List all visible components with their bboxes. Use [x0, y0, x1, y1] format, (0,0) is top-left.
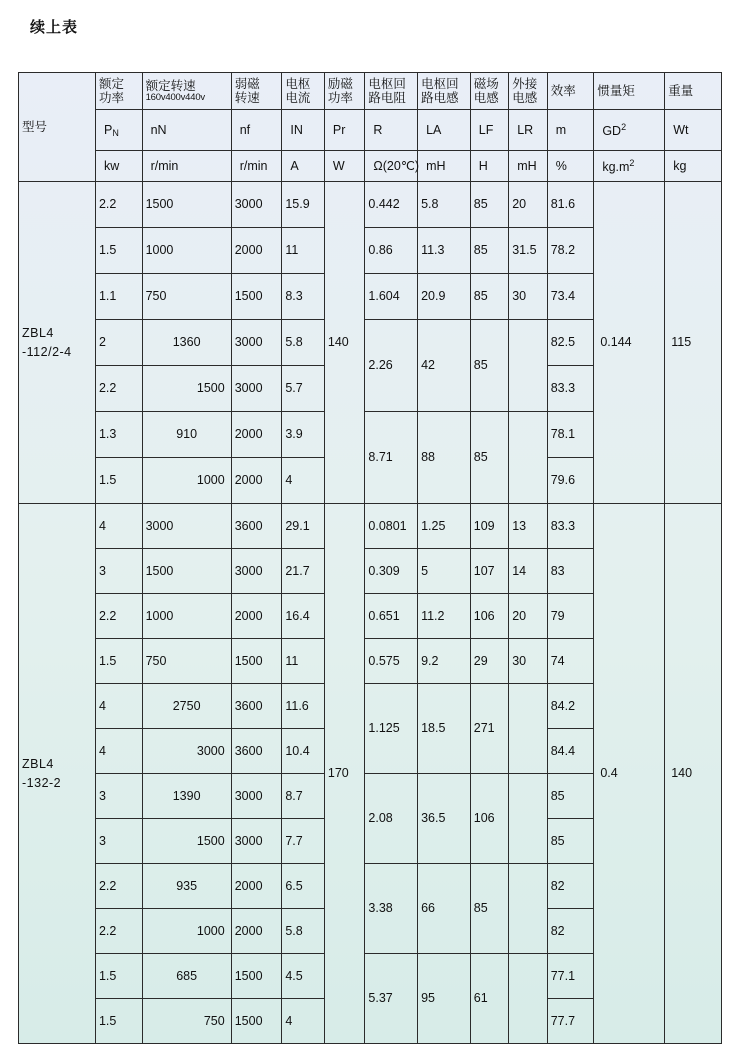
field-inductance-cell: 85 — [470, 228, 508, 274]
header-unit-6: Ω(20℃) — [365, 151, 418, 182]
external-inductance-cell: 14 — [509, 549, 547, 594]
field-inductance-cell: 85 — [470, 320, 508, 412]
rated-power-cell: 2 — [95, 320, 142, 366]
inertia-cell: 0.144 — [594, 182, 665, 504]
efficiency-cell: 83.3 — [547, 504, 594, 549]
rated-speed-cell: 935 — [142, 864, 231, 909]
efficiency-cell: 85 — [547, 774, 594, 819]
armature-current-cell: 5.7 — [282, 366, 325, 412]
armature-resistance-cell: 0.442 — [365, 182, 418, 228]
armature-current-cell: 5.8 — [282, 909, 325, 954]
header-unit-2: r/min — [142, 151, 231, 182]
header-cn-9: 外接 电感 — [509, 73, 547, 110]
rated-speed-cell: 1500 — [142, 819, 231, 864]
field-weakening-speed-cell: 2000 — [231, 864, 282, 909]
header-unit-7: mH — [418, 151, 471, 182]
field-weakening-speed-cell: 3000 — [231, 819, 282, 864]
efficiency-cell: 84.4 — [547, 729, 594, 774]
rated-speed-cell: 750 — [142, 274, 231, 320]
field-inductance-cell: 85 — [470, 182, 508, 228]
armature-resistance-cell: 5.37 — [365, 954, 418, 1044]
rated-power-cell: 1.3 — [95, 412, 142, 458]
armature-inductance-cell: 36.5 — [418, 774, 471, 864]
armature-inductance-cell: 95 — [418, 954, 471, 1044]
header-unit-3: r/min — [231, 151, 282, 182]
armature-current-cell: 4 — [282, 458, 325, 504]
header-row-symbols — [19, 110, 722, 151]
armature-current-cell: 4 — [282, 999, 325, 1044]
armature-current-cell: 4.5 — [282, 954, 325, 999]
field-weakening-speed-cell: 2000 — [231, 594, 282, 639]
header-model-label: 型号 — [19, 73, 96, 182]
model-cell: ZBL4 -132-2 — [19, 504, 96, 1044]
efficiency-cell: 77.1 — [547, 954, 594, 999]
rated-power-cell: 2.2 — [95, 594, 142, 639]
efficiency-cell: 78.2 — [547, 228, 594, 274]
rated-speed-cell: 1000 — [142, 909, 231, 954]
armature-current-cell: 11 — [282, 639, 325, 684]
field-inductance-cell: 85 — [470, 274, 508, 320]
header-symbol-12: Wt — [665, 110, 722, 151]
rated-speed-cell: 750 — [142, 639, 231, 684]
armature-current-cell: 8.7 — [282, 774, 325, 819]
header-cn-10: 效率 — [547, 73, 594, 110]
efficiency-cell: 84.2 — [547, 684, 594, 729]
header-symbol-11: $GD^2$ — [594, 110, 665, 151]
field-inductance-cell: 29 — [470, 639, 508, 684]
model-cell: ZBL4 -112/2-4 — [19, 182, 96, 504]
excitation-power-cell: 170 — [324, 504, 365, 1044]
table-row — [19, 504, 722, 549]
armature-inductance-cell: 11.2 — [418, 594, 471, 639]
table-row — [19, 182, 722, 228]
armature-current-cell: 16.4 — [282, 594, 325, 639]
rated-power-cell: 1.5 — [95, 639, 142, 684]
armature-resistance-cell: 1.604 — [365, 274, 418, 320]
field-weakening-speed-cell: 1500 — [231, 999, 282, 1044]
page-title: 续上表 — [30, 19, 79, 36]
header-cn-12: 重量 — [665, 73, 722, 110]
header-symbol-8: LF — [470, 110, 508, 151]
header-symbol-4: IN — [282, 110, 325, 151]
armature-inductance-cell: 66 — [418, 864, 471, 954]
field-weakening-speed-cell: 2000 — [231, 228, 282, 274]
motor-spec-table — [18, 72, 722, 1044]
field-inductance-cell: 109 — [470, 504, 508, 549]
spec-table-container — [18, 72, 722, 1044]
rated-power-cell: 2.2 — [95, 182, 142, 228]
armature-inductance-cell: 18.5 — [418, 684, 471, 774]
efficiency-cell: 82.5 — [547, 320, 594, 366]
header-cn-7: 电枢回 路电感 — [418, 73, 471, 110]
armature-inductance-cell: 9.2 — [418, 639, 471, 684]
field-weakening-speed-cell: 3000 — [231, 320, 282, 366]
rated-speed-cell: 1500 — [142, 182, 231, 228]
armature-current-cell: 3.9 — [282, 412, 325, 458]
header-unit-1: kw — [95, 151, 142, 182]
field-weakening-speed-cell: 3600 — [231, 504, 282, 549]
armature-current-cell: 11 — [282, 228, 325, 274]
efficiency-cell: 82 — [547, 909, 594, 954]
header-symbol-3: nf — [231, 110, 282, 151]
armature-resistance-cell: 3.38 — [365, 864, 418, 954]
header-symbol-5: Pr — [324, 110, 365, 151]
armature-resistance-cell: 2.26 — [365, 320, 418, 412]
field-weakening-speed-cell: 2000 — [231, 909, 282, 954]
armature-resistance-cell: 0.309 — [365, 549, 418, 594]
rated-power-cell: 3 — [95, 819, 142, 864]
rated-power-cell: 4 — [95, 504, 142, 549]
armature-inductance-cell: 42 — [418, 320, 471, 412]
field-weakening-speed-cell: 3000 — [231, 774, 282, 819]
header-unit-4: A — [282, 151, 325, 182]
armature-current-cell: 21.7 — [282, 549, 325, 594]
field-inductance-cell: 85 — [470, 864, 508, 954]
inertia-cell: 0.4 — [594, 504, 665, 1044]
rated-power-cell: 3 — [95, 549, 142, 594]
armature-current-cell: 5.8 — [282, 320, 325, 366]
field-weakening-speed-cell: 3600 — [231, 729, 282, 774]
rated-speed-cell: 1500 — [142, 366, 231, 412]
rated-speed-cell: 1000 — [142, 594, 231, 639]
armature-current-cell: 10.4 — [282, 729, 325, 774]
efficiency-cell: 83.3 — [547, 366, 594, 412]
armature-resistance-cell: 0.575 — [365, 639, 418, 684]
header-symbol-1: $P_N$ — [95, 110, 142, 151]
excitation-power-cell: 140 — [324, 182, 365, 504]
armature-current-cell: 7.7 — [282, 819, 325, 864]
field-weakening-speed-cell: 3600 — [231, 684, 282, 729]
header-unit-11: $kg.m^2$ — [594, 151, 665, 182]
armature-current-cell: 8.3 — [282, 274, 325, 320]
header-cn-2: 额定转速 160v400v440v — [142, 73, 231, 110]
efficiency-cell: 78.1 — [547, 412, 594, 458]
header-cn-3: 弱磁 转速 — [231, 73, 282, 110]
external-inductance-cell: 13 — [509, 504, 547, 549]
weight-cell: 140 — [665, 504, 722, 1044]
header-symbol-7: LA — [418, 110, 471, 151]
header-cn-4: 电枢 电流 — [282, 73, 325, 110]
header-unit-9: mH — [509, 151, 547, 182]
rated-speed-cell: 1000 — [142, 458, 231, 504]
external-inductance-cell — [509, 412, 547, 504]
header-cn-6: 电枢回 路电阻 — [365, 73, 418, 110]
header-row-units — [19, 151, 722, 182]
external-inductance-cell: 30 — [509, 274, 547, 320]
external-inductance-cell: 20 — [509, 182, 547, 228]
rated-speed-cell: 1390 — [142, 774, 231, 819]
armature-inductance-cell: 5.8 — [418, 182, 471, 228]
efficiency-cell: 79 — [547, 594, 594, 639]
rated-speed-cell: 2750 — [142, 684, 231, 729]
field-weakening-speed-cell: 1500 — [231, 274, 282, 320]
rated-speed-cell: 3000 — [142, 504, 231, 549]
armature-resistance-cell: 1.125 — [365, 684, 418, 774]
header-unit-10: % — [547, 151, 594, 182]
header-symbol-6: R — [365, 110, 418, 151]
rated-speed-cell: 3000 — [142, 729, 231, 774]
field-weakening-speed-cell: 2000 — [231, 412, 282, 458]
spec-table-body — [19, 73, 722, 1044]
armature-inductance-cell: 88 — [418, 412, 471, 504]
rated-power-cell: 4 — [95, 684, 142, 729]
field-inductance-cell: 107 — [470, 549, 508, 594]
armature-current-cell: 6.5 — [282, 864, 325, 909]
efficiency-cell: 79.6 — [547, 458, 594, 504]
header-row-names — [19, 73, 722, 110]
external-inductance-cell: 20 — [509, 594, 547, 639]
armature-inductance-cell: 11.3 — [418, 228, 471, 274]
header-cn-5: 励磁 功率 — [324, 73, 365, 110]
field-weakening-speed-cell: 2000 — [231, 458, 282, 504]
rated-speed-cell: 1500 — [142, 549, 231, 594]
field-weakening-speed-cell: 1500 — [231, 954, 282, 999]
header-cn-11: 惯量矩 — [594, 73, 665, 110]
field-inductance-cell: 85 — [470, 412, 508, 504]
rated-power-cell: 1.5 — [95, 228, 142, 274]
field-weakening-speed-cell: 1500 — [231, 639, 282, 684]
efficiency-cell: 77.7 — [547, 999, 594, 1044]
armature-current-cell: 29.1 — [282, 504, 325, 549]
weight-cell: 115 — [665, 182, 722, 504]
field-inductance-cell: 106 — [470, 594, 508, 639]
external-inductance-cell: 31.5 — [509, 228, 547, 274]
external-inductance-cell — [509, 954, 547, 1044]
external-inductance-cell — [509, 774, 547, 864]
rated-speed-cell: 1360 — [142, 320, 231, 366]
rated-power-cell: 4 — [95, 729, 142, 774]
efficiency-cell: 74 — [547, 639, 594, 684]
rated-power-cell: 3 — [95, 774, 142, 819]
header-cn-8: 磁场 电感 — [470, 73, 508, 110]
external-inductance-cell — [509, 684, 547, 774]
armature-resistance-cell: 0.651 — [365, 594, 418, 639]
field-weakening-speed-cell: 3000 — [231, 549, 282, 594]
efficiency-cell: 73.4 — [547, 274, 594, 320]
field-inductance-cell: 271 — [470, 684, 508, 774]
field-weakening-speed-cell: 3000 — [231, 182, 282, 228]
field-inductance-cell: 61 — [470, 954, 508, 1044]
efficiency-cell: 85 — [547, 819, 594, 864]
header-unit-8: H — [470, 151, 508, 182]
armature-current-cell: 11.6 — [282, 684, 325, 729]
header-unit-12: kg — [665, 151, 722, 182]
external-inductance-cell — [509, 864, 547, 954]
external-inductance-cell: 30 — [509, 639, 547, 684]
efficiency-cell: 82 — [547, 864, 594, 909]
efficiency-cell: 83 — [547, 549, 594, 594]
field-inductance-cell: 106 — [470, 774, 508, 864]
armature-current-cell: 15.9 — [282, 182, 325, 228]
rated-power-cell: 1.5 — [95, 999, 142, 1044]
rated-power-cell: 1.1 — [95, 274, 142, 320]
armature-inductance-cell: 1.25 — [418, 504, 471, 549]
rated-power-cell: 2.2 — [95, 864, 142, 909]
efficiency-cell: 81.6 — [547, 182, 594, 228]
rated-speed-cell: 1000 — [142, 228, 231, 274]
header-symbol-10: m — [547, 110, 594, 151]
field-weakening-speed-cell: 3000 — [231, 366, 282, 412]
rated-power-cell: 1.5 — [95, 458, 142, 504]
armature-inductance-cell: 5 — [418, 549, 471, 594]
header-symbol-9: LR — [509, 110, 547, 151]
rated-speed-cell: 910 — [142, 412, 231, 458]
header-cn-1: 额定 功率 — [95, 73, 142, 110]
armature-resistance-cell: 0.86 — [365, 228, 418, 274]
external-inductance-cell — [509, 320, 547, 412]
rated-power-cell: 2.2 — [95, 909, 142, 954]
rated-power-cell: 1.5 — [95, 954, 142, 999]
header-symbol-2: nN — [142, 110, 231, 151]
armature-resistance-cell: 0.0801 — [365, 504, 418, 549]
armature-inductance-cell: 20.9 — [418, 274, 471, 320]
header-unit-5: W — [324, 151, 365, 182]
armature-resistance-cell: 2.08 — [365, 774, 418, 864]
armature-resistance-cell: 8.71 — [365, 412, 418, 504]
rated-power-cell: 2.2 — [95, 366, 142, 412]
rated-speed-cell: 685 — [142, 954, 231, 999]
rated-speed-cell: 750 — [142, 999, 231, 1044]
